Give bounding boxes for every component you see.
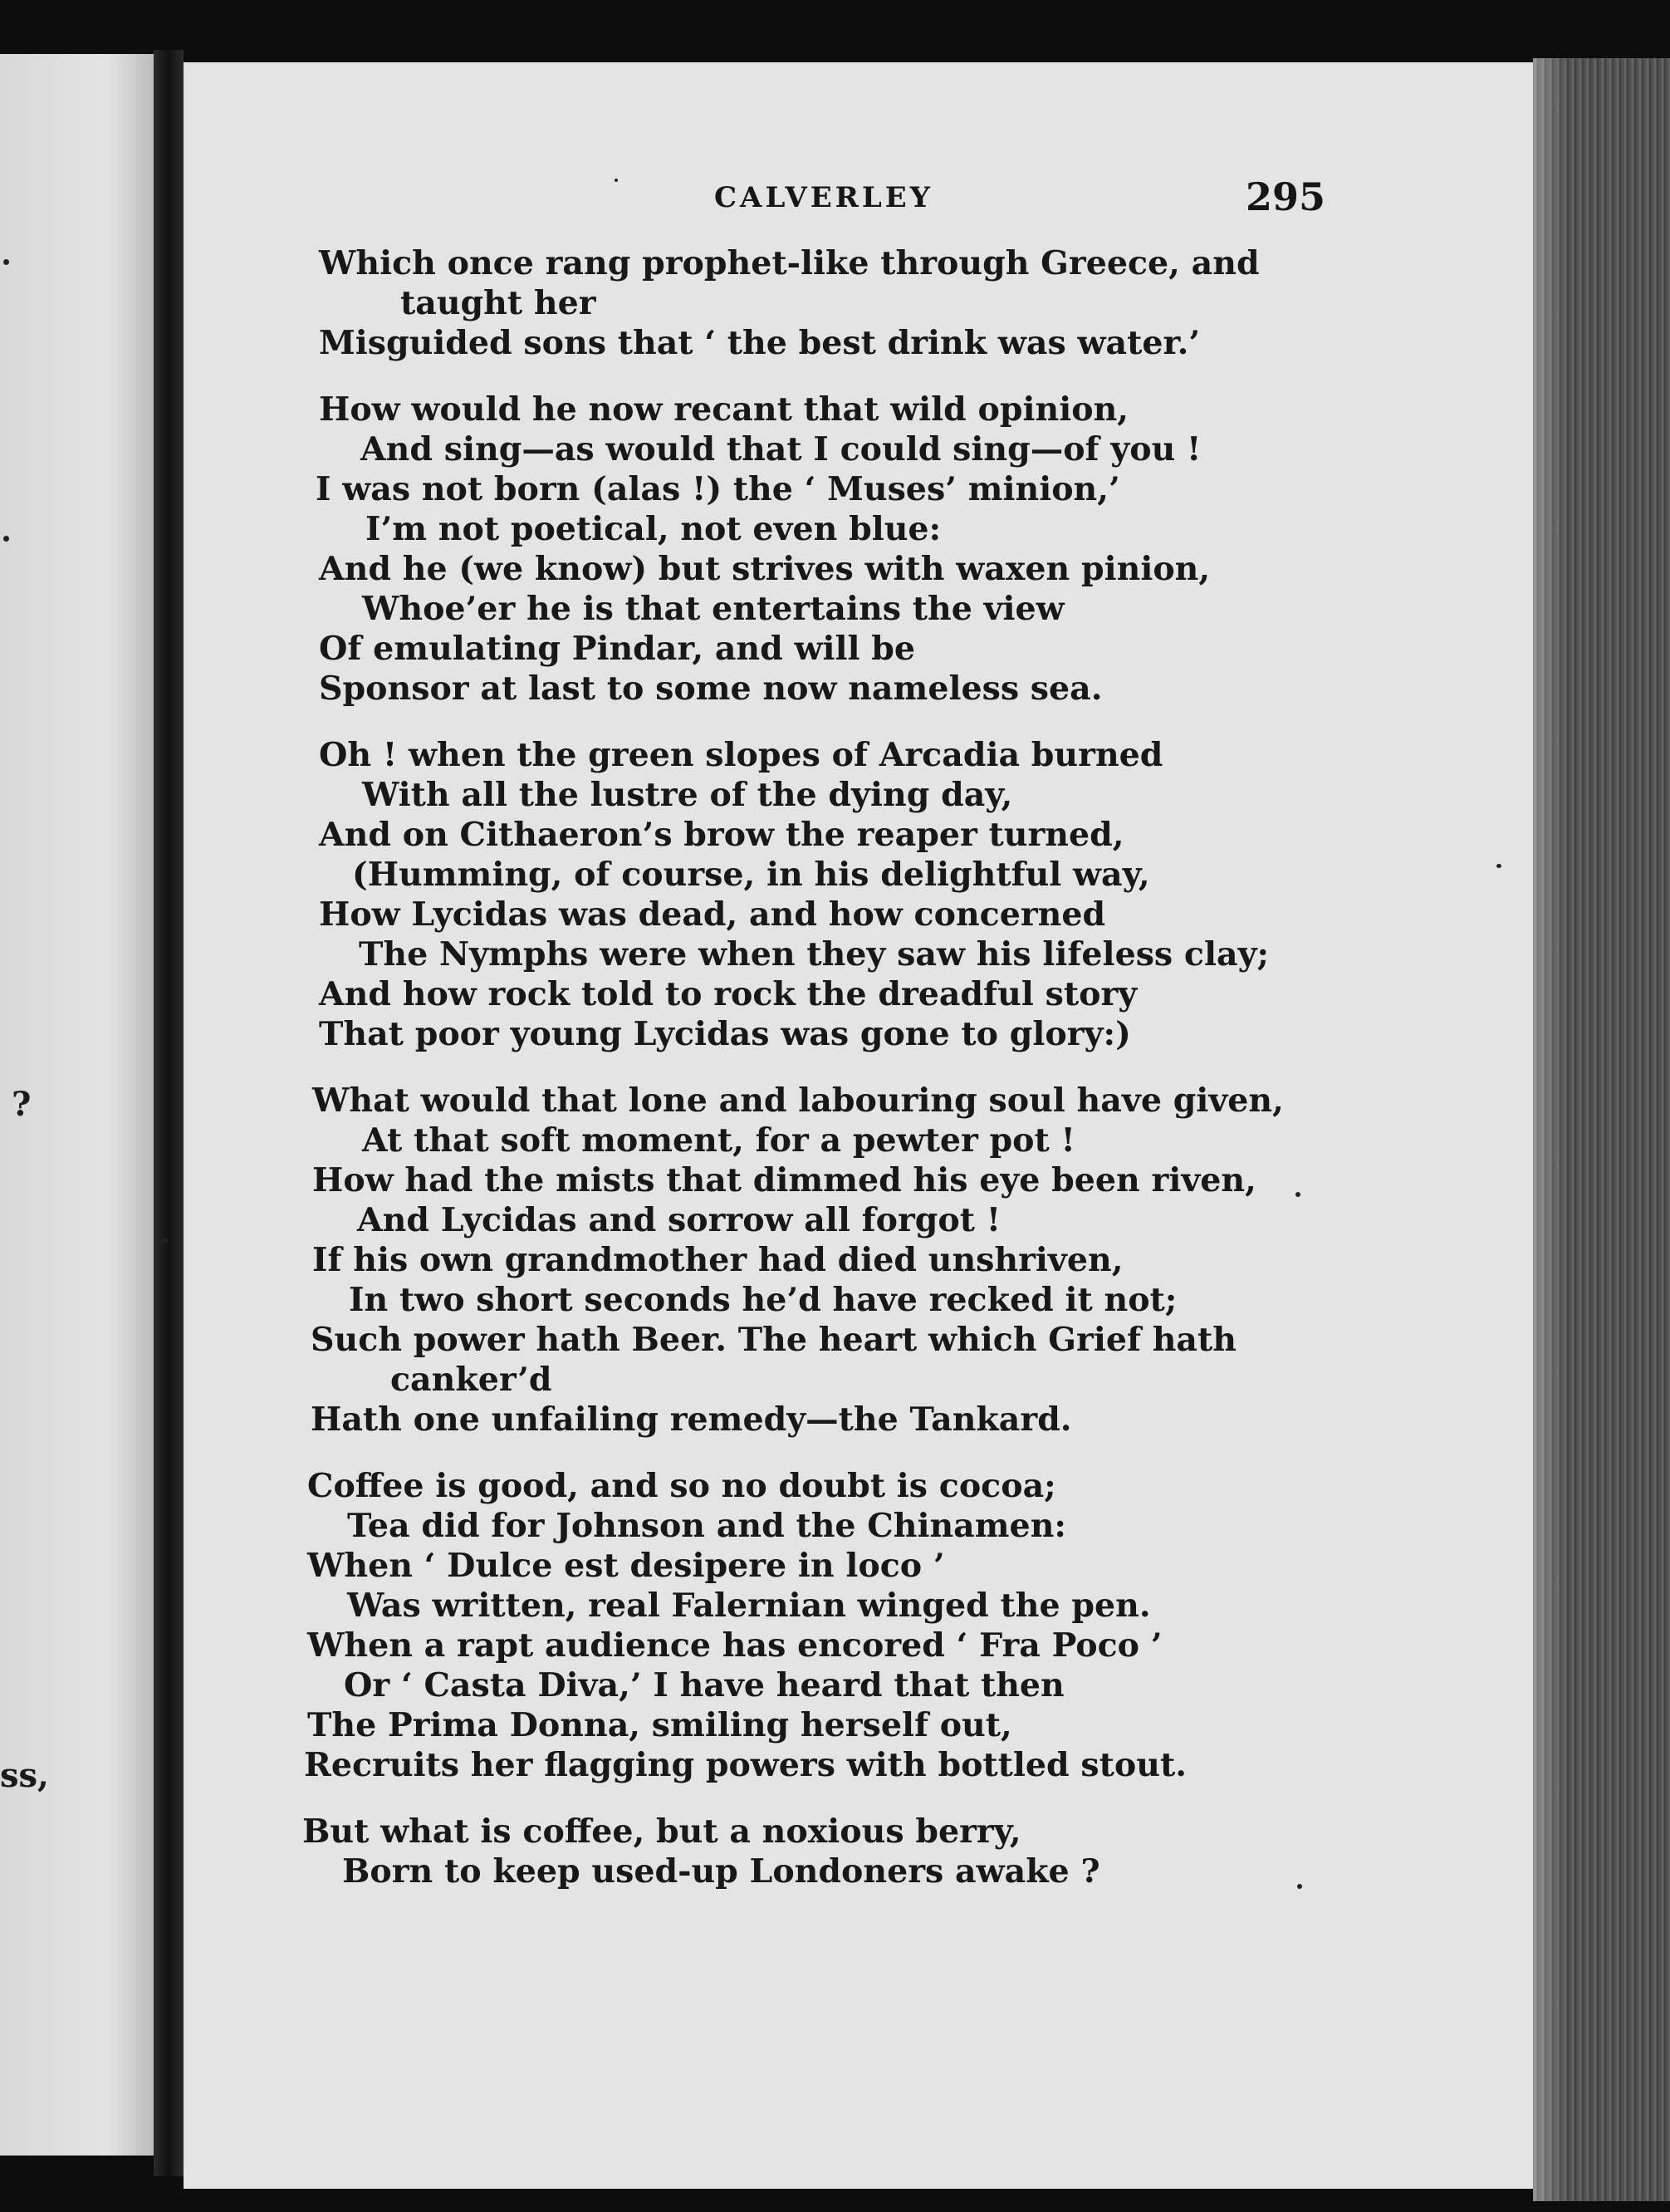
poem-line: What would that lone and labouring soul have given, <box>312 1081 1284 1120</box>
poem-line: How had the mists that dimmed his eye been riven, <box>312 1161 1256 1199</box>
page-speck <box>161 1238 168 1243</box>
page-edge-highlight <box>1533 58 1566 2201</box>
poem-line-continuation: taught her <box>400 284 596 322</box>
poem-line: Such power hath Beer. The heart which Grief hath <box>311 1321 1237 1359</box>
poem-line: Or ‘ Casta Diva,’ I have heard that then <box>344 1666 1065 1704</box>
page-speck <box>615 179 618 182</box>
poem-line: At that soft moment, for a pewter pot ! <box>362 1121 1075 1160</box>
poem-line: Hath one unfailing remedy—the Tankard. <box>311 1400 1072 1439</box>
book-gutter <box>154 50 184 2176</box>
poem-line: (Humming, of course, in his delightful way, <box>352 856 1150 894</box>
poem-line: How Lycidas was dead, and how concerned <box>319 895 1106 934</box>
page-speck <box>1496 864 1501 868</box>
poem-line: Oh ! when the green slopes of Arcadia burned <box>319 736 1163 774</box>
poem-line: That poor young Lycidas was gone to glory:) <box>319 1015 1131 1053</box>
poem-line: The Nymphs were when they saw his lifeless clay; <box>359 935 1270 974</box>
poem-line: I was not born (alas !) the ‘ Muses’ minion,’ <box>316 470 1120 508</box>
poem-line: And he (we know) but strives with waxen pinion, <box>319 550 1211 588</box>
poem-line: And Lycidas and sorrow all forgot ! <box>357 1201 1002 1239</box>
page-number: 295 <box>1246 174 1326 219</box>
poem-line: When a rapt audience has encored ‘ Fra Poco ’ <box>307 1626 1163 1665</box>
poem-line: But what is coffee, but a noxious berry, <box>302 1812 1021 1851</box>
running-header: CALVERLEY <box>714 181 933 214</box>
page-speck <box>1297 1884 1302 1889</box>
poem-line: Sponsor at last to some now nameless sea. <box>319 669 1103 708</box>
poem-line: How would he now recant that wild opinion, <box>319 390 1129 429</box>
poem-line: If his own grandmother had died unshriven, <box>312 1241 1124 1279</box>
facing-page-mark <box>3 536 9 542</box>
poem-line: Born to keep used-up Londoners awake ? <box>342 1852 1100 1891</box>
poem-line: Of emulating Pindar, and will be <box>319 630 916 668</box>
poem-line: I’m not poetical, not even blue: <box>365 510 942 548</box>
poem-line: Misguided sons that ‘ the best drink was water.’ <box>319 324 1201 362</box>
poem-line: When ‘ Dulce est desipere in loco ’ <box>307 1547 945 1585</box>
poem-line: Was written, real Falernian winged the pen. <box>347 1587 1151 1625</box>
facing-page-question-mark: ? <box>12 1085 32 1124</box>
poem-line: Tea did for Johnson and the Chinamen: <box>347 1507 1066 1545</box>
page-speck <box>1295 1192 1300 1197</box>
poem-line: And on Cithaeron’s brow the reaper turned, <box>319 816 1124 854</box>
facing-page-mark <box>3 259 9 265</box>
poem-line: And sing—as would that I could sing—of you ! <box>360 430 1202 468</box>
poem-line: And how rock told to rock the dreadful story <box>319 975 1138 1013</box>
poem-line: Coffee is good, and so no doubt is cocoa; <box>307 1467 1056 1505</box>
poem-line: The Prima Donna, smiling herself out, <box>307 1706 1012 1744</box>
poem-line: With all the lustre of the dying day, <box>362 776 1013 814</box>
poem-line: In two short seconds he’d have recked it not; <box>349 1281 1178 1319</box>
poem-line: Whoe’er he is that entertains the view <box>362 590 1065 628</box>
facing-page-fragment: ss, <box>0 1756 49 1795</box>
poem-line: Recruits her flagging powers with bottled stout. <box>304 1746 1187 1784</box>
poem-line-continuation: canker’d <box>390 1361 552 1399</box>
poem-line: Which once rang prophet-like through Greece, and <box>319 244 1260 282</box>
